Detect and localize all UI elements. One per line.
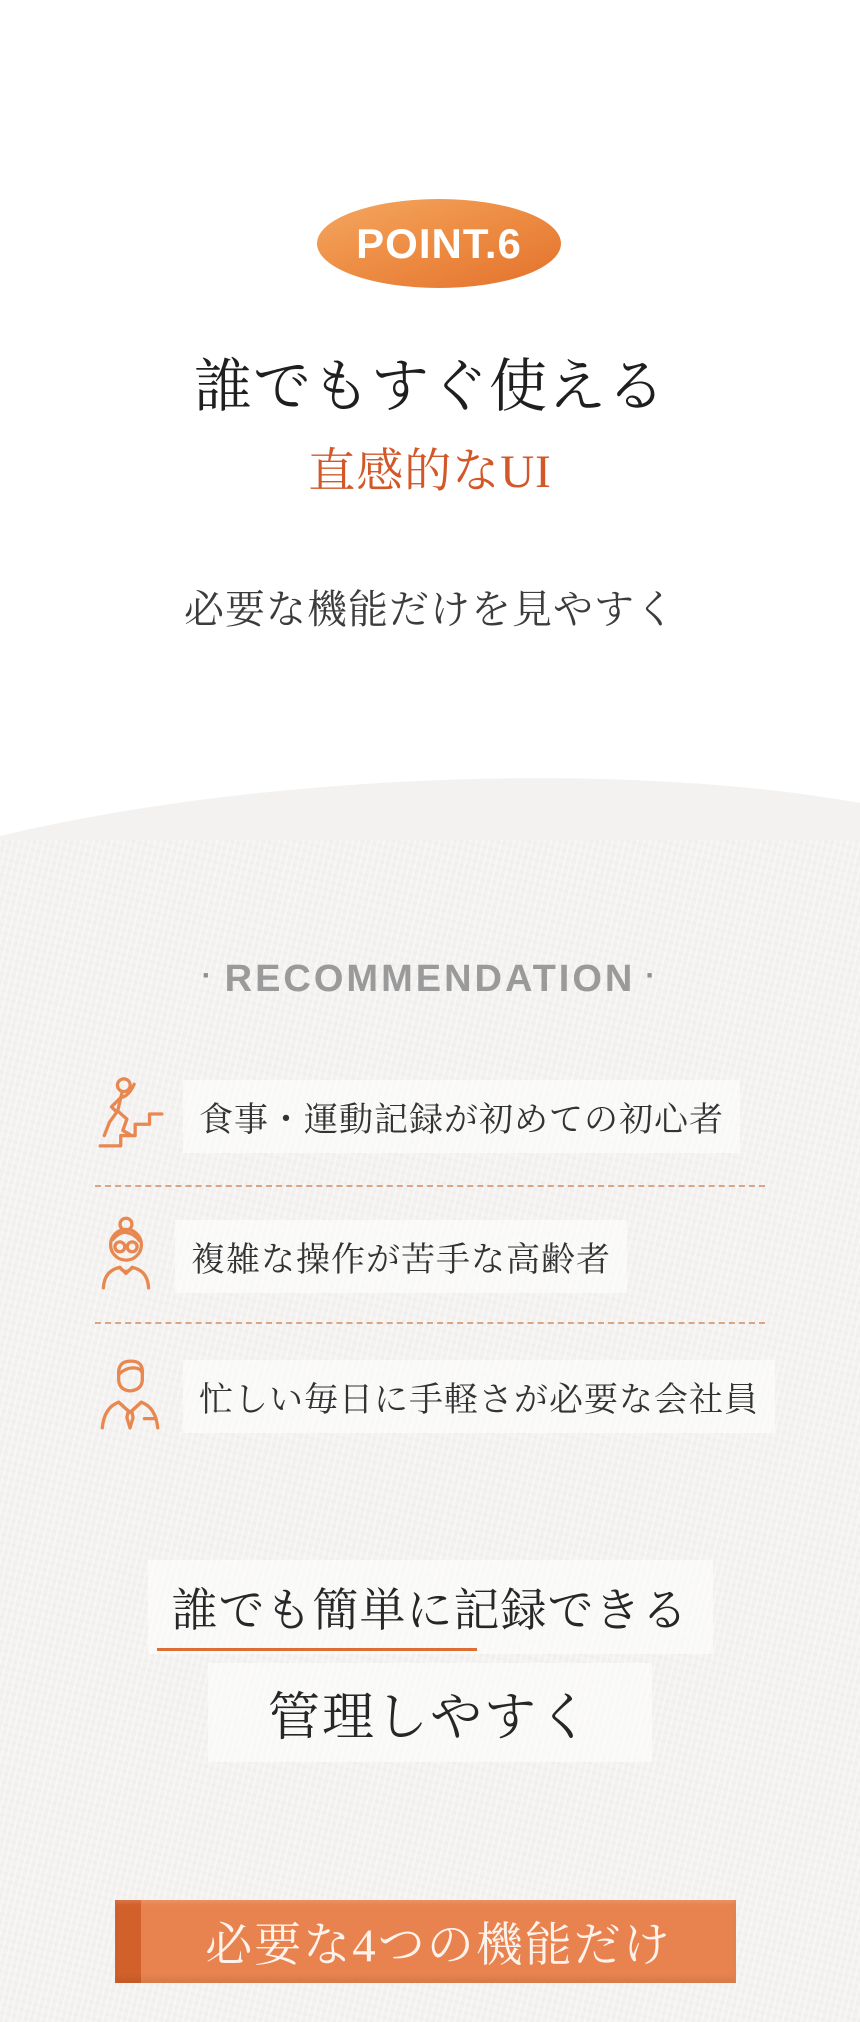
recommendation-item-text: 複雑な操作が苦手な高齢者: [175, 1220, 627, 1293]
summary-line2: 管理しやすく: [208, 1663, 652, 1762]
recommendation-item: [95, 1356, 765, 1437]
recommendation-heading: [0, 958, 860, 1001]
right-dot: ·: [645, 959, 659, 992]
recommendation-item: [95, 1216, 765, 1297]
curve-divider: [0, 758, 860, 840]
feature-banner-label: 必要な4つの機能だけ: [205, 1920, 672, 1972]
hero-title-line2: 直感的なUI: [308, 446, 552, 498]
recommendation-item-text: 食事・運動記録が初めての初心者: [183, 1080, 740, 1153]
businessman-icon: [95, 1356, 165, 1437]
summary-line1-wrap: [0, 1560, 860, 1654]
elderly-woman-icon: [95, 1216, 157, 1297]
hero-title-line1: 誰でもすぐ使える: [193, 354, 666, 419]
summary-line2-wrap: [0, 1663, 860, 1762]
orange-underline: [157, 1648, 477, 1651]
point-badge: [317, 199, 561, 288]
point-badge-label: POINT.6: [356, 219, 522, 267]
dashed-separator: [95, 1185, 765, 1187]
person-climbing-stairs-icon: [95, 1076, 165, 1157]
left-dot: ·: [201, 959, 215, 992]
recommendation-heading-label: RECOMMENDATION: [224, 958, 636, 1000]
feature-banner: [115, 1900, 736, 1983]
dashed-separator: [95, 1322, 765, 1324]
recommendation-item: [95, 1076, 765, 1157]
hero-subtitle: 必要な機能だけを見やすく: [184, 587, 676, 632]
summary-line1: 誰でも簡単に記録できる: [148, 1560, 713, 1654]
recommendation-item-text: 忙しい毎日に手軽さが必要な会社員: [183, 1360, 775, 1433]
